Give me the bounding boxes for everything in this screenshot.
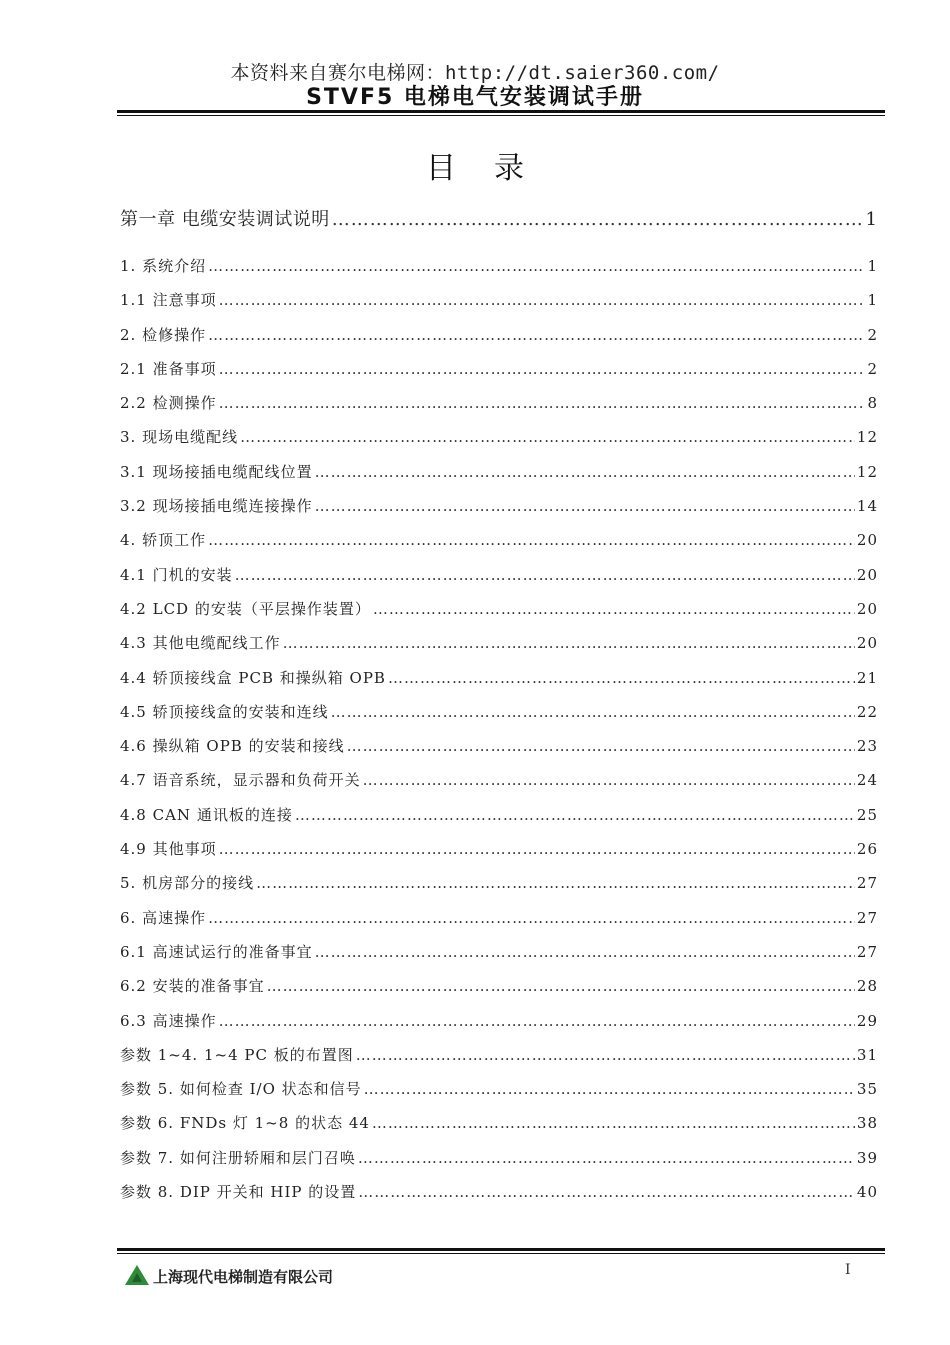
toc-label: 参数 5. 如何检查 I/O 状态和信号 bbox=[120, 1080, 362, 1099]
toc-leader bbox=[283, 634, 855, 652]
footer-rule-thin bbox=[117, 1253, 885, 1254]
header-rule-thick bbox=[117, 110, 885, 113]
toc-page: 12 bbox=[856, 462, 878, 481]
footer-rule-thick bbox=[117, 1248, 885, 1251]
toc-row[interactable] bbox=[120, 907, 878, 941]
toc-leader bbox=[332, 209, 862, 230]
toc-row[interactable] bbox=[120, 564, 878, 598]
toc-row[interactable] bbox=[120, 975, 878, 1009]
toc-page: 12 bbox=[856, 428, 878, 447]
toc-label: 参数 6. FNDs 灯 1~8 的状态 44 bbox=[120, 1114, 370, 1133]
toc-page: 31 bbox=[856, 1045, 878, 1064]
toc-leader bbox=[347, 737, 855, 755]
toc-page: 14 bbox=[856, 497, 878, 516]
toc-label: 参数 7. 如何注册轿厢和层门召唤 bbox=[120, 1148, 356, 1167]
toc-row[interactable] bbox=[120, 1078, 878, 1112]
toc-label: 1.1 注意事项 bbox=[120, 291, 217, 310]
toc-label: 4.4 轿顶接线盒 PCB 和操纵箱 OPB bbox=[120, 668, 386, 687]
toc-row[interactable] bbox=[120, 392, 878, 426]
toc-page: 27 bbox=[856, 908, 878, 927]
toc-label: 2.2 检测操作 bbox=[120, 394, 217, 413]
toc-leader bbox=[208, 257, 862, 275]
toc-label: 4. 轿顶工作 bbox=[120, 531, 207, 550]
toc-label: 3.1 现场接插电缆配线位置 bbox=[120, 462, 313, 481]
toc-row[interactable] bbox=[120, 461, 878, 495]
toc-row[interactable] bbox=[120, 769, 878, 803]
toc-page: 26 bbox=[856, 840, 878, 859]
toc-label: 3. 现场电缆配线 bbox=[120, 428, 239, 447]
toc-page: 27 bbox=[856, 874, 878, 893]
toc-leader bbox=[240, 428, 855, 446]
toc-row[interactable] bbox=[120, 941, 878, 975]
toc-leader bbox=[358, 1149, 855, 1167]
toc-leader bbox=[208, 909, 855, 927]
toc-leader bbox=[373, 600, 855, 618]
toc-leader bbox=[219, 840, 855, 858]
toc-leader bbox=[356, 1046, 855, 1064]
toc-row[interactable] bbox=[120, 529, 878, 563]
table-of-contents bbox=[120, 205, 878, 1215]
toc-row[interactable] bbox=[120, 1044, 878, 1078]
toc-label: 2.1 准备事项 bbox=[120, 359, 217, 378]
toc-page: 1 bbox=[867, 257, 878, 275]
company-logo-icon bbox=[124, 1264, 150, 1286]
toc-page: 1 bbox=[867, 291, 878, 310]
toc-leader bbox=[358, 1183, 855, 1201]
toc-row[interactable] bbox=[120, 289, 878, 323]
toc-leader bbox=[364, 1080, 855, 1098]
toc-row[interactable] bbox=[120, 358, 878, 392]
toc-page: 27 bbox=[856, 942, 878, 961]
toc-row[interactable] bbox=[120, 735, 878, 769]
toc-page: 20 bbox=[856, 634, 878, 653]
toc-label: 6. 高速操作 bbox=[120, 908, 207, 927]
toc-row[interactable] bbox=[120, 495, 878, 529]
toc-label: 4.7 语音系统，显示器和负荷开关 bbox=[120, 771, 361, 790]
toc-row[interactable] bbox=[120, 1181, 878, 1215]
toc-page: 40 bbox=[856, 1183, 878, 1202]
toc-row[interactable] bbox=[120, 205, 878, 255]
toc-leader bbox=[208, 326, 862, 344]
toc-label: 4.1 门机的安装 bbox=[120, 565, 233, 584]
toc-leader bbox=[267, 977, 855, 995]
toc-row[interactable] bbox=[120, 838, 878, 872]
toc-row[interactable] bbox=[120, 324, 878, 358]
toc-leader bbox=[315, 463, 855, 481]
toc-row[interactable] bbox=[120, 667, 878, 701]
toc-row[interactable] bbox=[120, 1147, 878, 1181]
toc-page: 23 bbox=[856, 737, 878, 756]
toc-label: 第一章 电缆安装调试说明 bbox=[120, 209, 330, 230]
toc-leader bbox=[295, 806, 855, 824]
toc-leader bbox=[331, 703, 855, 721]
toc-label: 6.2 安装的准备事宜 bbox=[120, 977, 265, 996]
toc-leader bbox=[256, 874, 855, 892]
toc-page: 38 bbox=[856, 1114, 878, 1133]
toc-leader bbox=[372, 1114, 855, 1132]
toc-label: 4.5 轿顶接线盒的安装和连线 bbox=[120, 702, 329, 721]
toc-leader bbox=[219, 291, 862, 309]
source-line: 本资料来自赛尔电梯网：http://dt.saier360.com/ bbox=[230, 62, 720, 84]
toc-label: 4.8 CAN 通讯板的连接 bbox=[120, 805, 293, 824]
toc-row[interactable] bbox=[120, 1010, 878, 1044]
toc-page: 28 bbox=[856, 977, 878, 996]
toc-row[interactable] bbox=[120, 701, 878, 735]
toc-label: 参数 8. DIP 开关和 HIP 的设置 bbox=[120, 1183, 357, 1202]
toc-label: 1. 系统介绍 bbox=[120, 257, 207, 275]
toc-leader bbox=[219, 1012, 855, 1030]
toc-page: 35 bbox=[856, 1080, 878, 1099]
toc-label: 4.9 其他事项 bbox=[120, 840, 217, 859]
toc-page: 21 bbox=[856, 668, 878, 687]
toc-row[interactable] bbox=[120, 804, 878, 838]
header-rule-thin bbox=[117, 115, 885, 116]
toc-page: 22 bbox=[856, 702, 878, 721]
toc-leader bbox=[219, 394, 862, 412]
toc-page: 20 bbox=[856, 565, 878, 584]
toc-label: 6.1 高速试运行的准备事宜 bbox=[120, 942, 313, 961]
toc-page: 2 bbox=[867, 359, 878, 378]
toc-heading: 目录 bbox=[426, 151, 562, 186]
toc-row[interactable] bbox=[120, 598, 878, 632]
toc-leader bbox=[208, 531, 855, 549]
toc-page: 8 bbox=[867, 394, 878, 413]
toc-leader bbox=[388, 669, 855, 687]
toc-leader bbox=[235, 566, 855, 584]
toc-label: 4.2 LCD 的安装（平层操作装置） bbox=[120, 599, 371, 618]
toc-row[interactable] bbox=[120, 632, 878, 666]
toc-page: 24 bbox=[856, 771, 878, 790]
toc-leader bbox=[315, 497, 855, 515]
toc-page: 20 bbox=[856, 599, 878, 618]
toc-label: 4.6 操纵箱 OPB 的安装和接线 bbox=[120, 737, 345, 756]
toc-row[interactable] bbox=[120, 872, 878, 906]
toc-page: 1 bbox=[865, 209, 878, 230]
toc-label: 参数 1~4. 1~4 PC 板的布置图 bbox=[120, 1045, 354, 1064]
toc-row[interactable] bbox=[120, 255, 878, 289]
toc-page: 39 bbox=[856, 1148, 878, 1167]
toc-page: 29 bbox=[856, 1011, 878, 1030]
toc-leader bbox=[315, 943, 855, 961]
toc-page: 2 bbox=[867, 325, 878, 344]
toc-label: 4.3 其他电缆配线工作 bbox=[120, 634, 281, 653]
toc-row[interactable] bbox=[120, 426, 878, 460]
toc-row[interactable] bbox=[120, 1112, 878, 1146]
toc-leader bbox=[363, 771, 855, 789]
toc-leader bbox=[219, 360, 862, 378]
toc-page: 20 bbox=[856, 531, 878, 550]
toc-label: 5. 机房部分的接线 bbox=[120, 874, 255, 893]
toc-label: 2. 检修操作 bbox=[120, 325, 207, 344]
page-number: I bbox=[845, 1262, 851, 1278]
toc-label: 6.3 高速操作 bbox=[120, 1011, 217, 1030]
toc-page: 25 bbox=[856, 805, 878, 824]
toc-label: 3.2 现场接插电缆连接操作 bbox=[120, 497, 313, 516]
document-title: STVF5 电梯电气安装调试手册 bbox=[306, 85, 644, 110]
footer-company-name: 上海现代电梯制造有限公司 bbox=[153, 1268, 334, 1286]
